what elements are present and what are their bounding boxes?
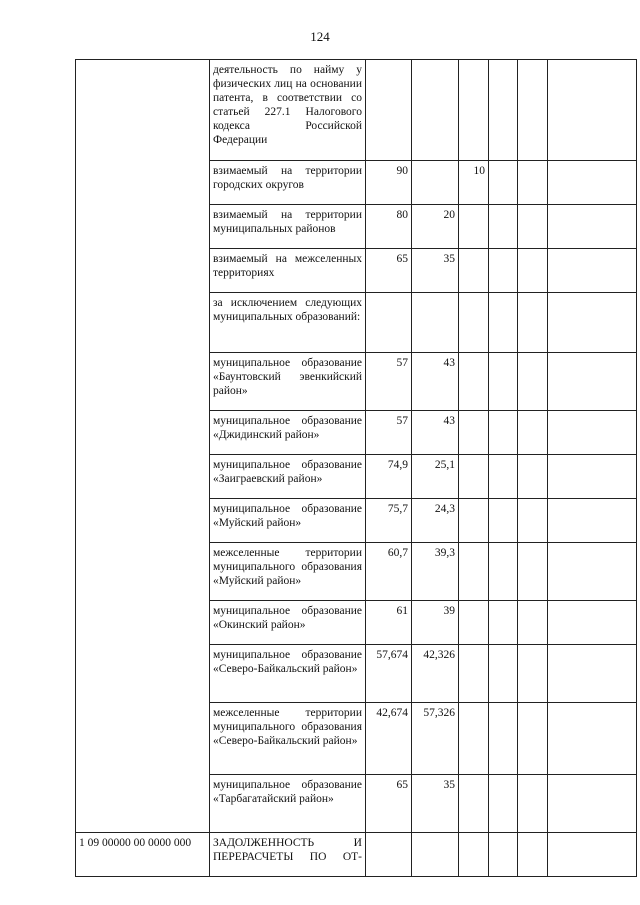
table-row [76,833,637,877]
tax-description-cell: муниципальное образование «Баунтовский эвенкийский район» [210,353,366,411]
share-value-cell: 39 [412,601,459,645]
share-value-cell [518,161,548,205]
share-value-cell [518,775,548,833]
share-value-cell [518,205,548,249]
share-value-cell [518,249,548,293]
share-value-cell: 57,674 [366,645,412,703]
tax-description-cell: межселенные территории муниципального образования «Муйский район» [210,543,366,601]
share-value-cell [489,411,518,455]
share-value-cell [489,205,518,249]
share-value-cell [459,249,489,293]
budget-distribution-table [75,59,637,877]
share-value-cell: 35 [412,249,459,293]
share-value-cell: 42,674 [366,703,412,775]
share-value-cell [459,703,489,775]
share-value-cell [459,293,489,353]
share-value-cell [459,499,489,543]
share-value-cell [548,411,637,455]
share-value-cell [489,601,518,645]
share-value-cell [548,499,637,543]
share-value-cell [548,249,637,293]
tax-description-cell: ЗАДОЛЖЕННОСТЬ И ПЕРЕРАСЧЕТЫ ПО ОТ- [210,833,366,877]
share-value-cell [548,60,637,161]
share-value-cell: 74,9 [366,455,412,499]
share-value-cell [489,645,518,703]
share-value-cell: 57 [366,353,412,411]
share-value-cell [366,833,412,877]
share-value-cell [548,161,637,205]
share-value-cell [489,833,518,877]
tax-description-cell: муниципальное образование «Северо-Байкальский район» [210,645,366,703]
share-value-cell [518,703,548,775]
classification-code-cell: 1 09 00000 00 0000 000 [76,833,210,877]
share-value-cell [459,833,489,877]
share-value-cell [548,293,637,353]
share-value-cell: 10 [459,161,489,205]
tax-description-cell: муниципальное образование «Тарбагатайский район» [210,775,366,833]
share-value-cell [412,833,459,877]
share-value-cell [518,411,548,455]
share-value-cell [459,645,489,703]
tax-description-cell: взимаемый на территории городских округов [210,161,366,205]
share-value-cell: 43 [412,411,459,455]
tax-description-cell: муниципальное образование «Заиграевский район» [210,455,366,499]
share-value-cell [412,293,459,353]
share-value-cell: 65 [366,775,412,833]
share-value-cell [459,60,489,161]
share-value-cell [548,353,637,411]
share-value-cell: 42,326 [412,645,459,703]
share-value-cell [459,775,489,833]
share-value-cell [518,645,548,703]
share-value-cell [489,775,518,833]
share-value-cell [518,499,548,543]
share-value-cell: 43 [412,353,459,411]
tax-description-cell: межселенные территории муниципального образования «Северо-Байкальский район» [210,703,366,775]
share-value-cell [489,293,518,353]
share-value-cell [459,411,489,455]
tax-description-cell: деятельность по найму у физических лиц на основании патента, в соответствии со статьей 227.1 Налогового кодекса Российской Федерации [210,60,366,161]
share-value-cell [459,601,489,645]
tax-description-cell: муниципальное образование «Окинский район» [210,601,366,645]
share-value-cell [548,703,637,775]
share-value-cell [489,499,518,543]
share-value-cell [366,293,412,353]
share-value-cell: 39,3 [412,543,459,601]
tax-description-cell: за исключением следующих муниципальных образований: [210,293,366,353]
share-value-cell [412,161,459,205]
share-value-cell [548,645,637,703]
share-value-cell [518,601,548,645]
tax-description-cell: взимаемый на межселенных территориях [210,249,366,293]
page-number: 124 [310,29,330,44]
share-value-cell: 65 [366,249,412,293]
share-value-cell [489,455,518,499]
share-value-cell [489,60,518,161]
share-value-cell [366,60,412,161]
share-value-cell [489,249,518,293]
share-value-cell: 25,1 [412,455,459,499]
share-value-cell [459,353,489,411]
share-value-cell [518,60,548,161]
share-value-cell [459,455,489,499]
share-value-cell [489,543,518,601]
share-value-cell [489,703,518,775]
share-value-cell: 35 [412,775,459,833]
share-value-cell: 61 [366,601,412,645]
share-value-cell: 80 [366,205,412,249]
share-value-cell [548,455,637,499]
share-value-cell [548,543,637,601]
share-value-cell: 57,326 [412,703,459,775]
share-value-cell [548,205,637,249]
share-value-cell [518,293,548,353]
share-value-cell: 75,7 [366,499,412,543]
share-value-cell [518,833,548,877]
table-row [76,60,637,161]
share-value-cell [489,161,518,205]
share-value-cell: 20 [412,205,459,249]
share-value-cell [459,205,489,249]
share-value-cell [489,353,518,411]
tax-description-cell: взимаемый на территории муниципальных районов [210,205,366,249]
share-value-cell: 90 [366,161,412,205]
share-value-cell [518,543,548,601]
share-value-cell [518,353,548,411]
share-value-cell [548,833,637,877]
share-value-cell: 57 [366,411,412,455]
classification-code-cell [76,60,210,833]
share-value-cell [518,455,548,499]
share-value-cell [548,601,637,645]
share-value-cell [412,60,459,161]
share-value-cell: 60,7 [366,543,412,601]
tax-description-cell: муниципальное образование «Джидинский район» [210,411,366,455]
share-value-cell [548,775,637,833]
share-value-cell: 24,3 [412,499,459,543]
share-value-cell [459,543,489,601]
tax-description-cell: муниципальное образование «Муйский район» [210,499,366,543]
